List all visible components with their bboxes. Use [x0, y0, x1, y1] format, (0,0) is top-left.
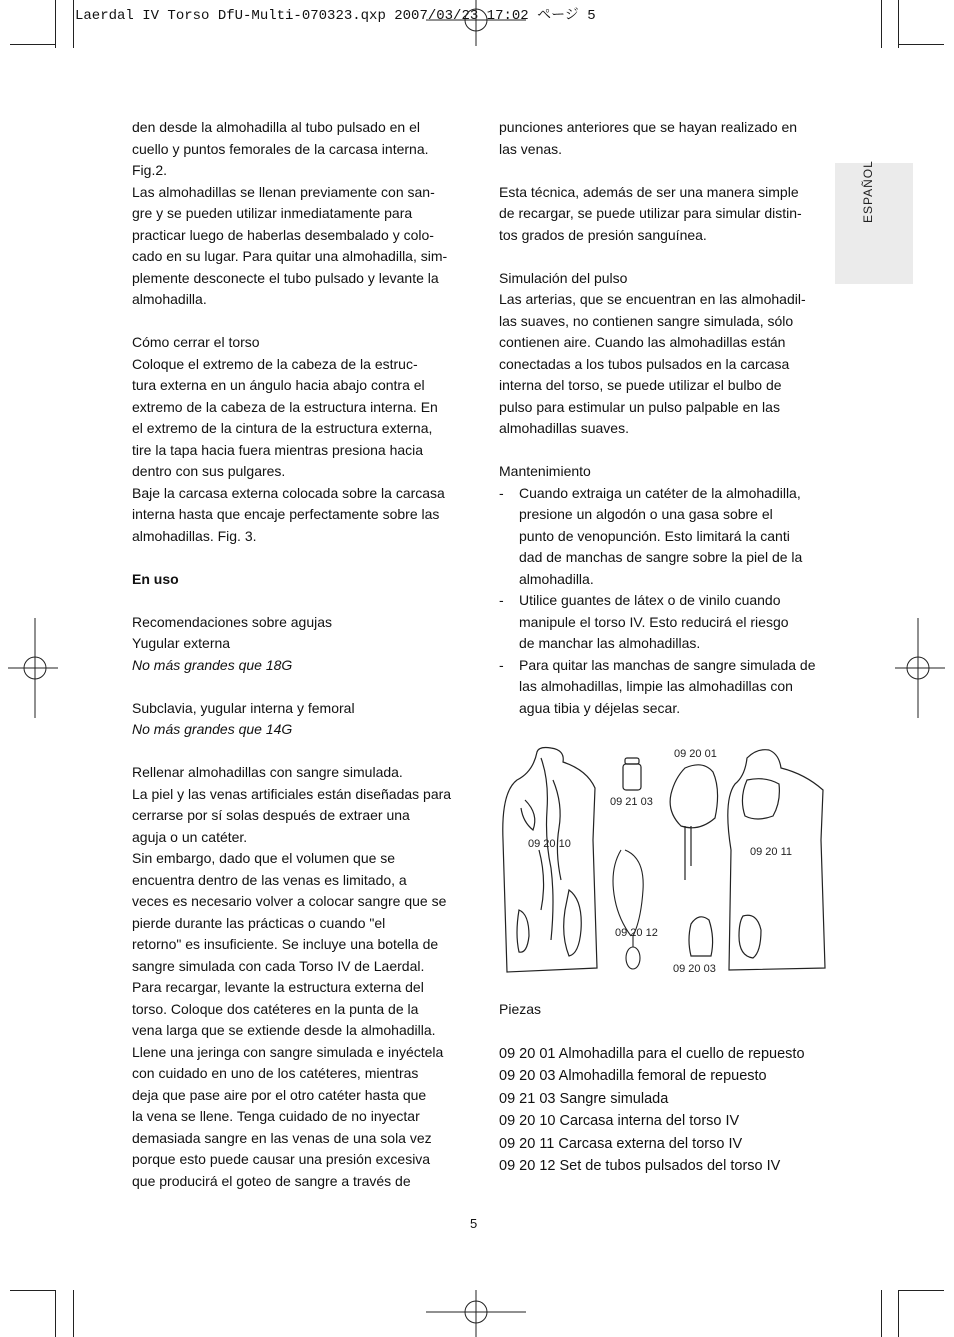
- text-line: Llene una jeringa con sangre simulada e inyéctela: [132, 1043, 444, 1060]
- text-line: Para recargar, levante la estructura externa del: [132, 979, 424, 995]
- bullet-dash: -: [499, 484, 504, 501]
- text-line: de recargar, se puede utilizar para simular distin-: [499, 205, 802, 221]
- list-item: 09 20 03 Almohadilla femoral de repuesto: [499, 1068, 767, 1084]
- text-line: pierde durante las prácticas o cuando "el: [132, 914, 386, 931]
- inner-torso-shell-drawing: [503, 748, 597, 973]
- registration-mark-top: [426, 0, 526, 48]
- list-item: 09 20 11 Carcasa externa del torso IV: [499, 1135, 743, 1152]
- text-line: aguja o un catéter.: [132, 828, 248, 845]
- text-line: que producirá el goteo de sangre a través de: [132, 1172, 411, 1189]
- neck-pad-drawing: [670, 765, 717, 880]
- text-line: Las almohadillas se llenan previamente con san-: [132, 183, 435, 200]
- language-tab: [835, 160, 913, 284]
- figure-label-092011: 09 20 11: [750, 846, 793, 858]
- text-line: almohadilla.: [132, 291, 207, 307]
- section-heading-pulse: Simulación del pulso: [499, 269, 628, 286]
- page-number: 5: [470, 1216, 478, 1231]
- text-line: torso. Coloque dos catéteres en la punta de la: [132, 1000, 419, 1017]
- text-line: den desde la almohadilla al tubo pulsado en el: [132, 119, 420, 135]
- text-line: las venas.: [499, 140, 563, 157]
- text-line: porque esto puede causar una presión excesiva: [132, 1151, 431, 1167]
- outer-torso-shell-drawing: [728, 750, 825, 970]
- text-line: manipule el torso IV. Esto reducirá el riesgo: [519, 613, 789, 630]
- section-heading-close-torso: Cómo cerrar el torso: [132, 334, 260, 350]
- language-tab-label: ESPAÑOL: [861, 160, 875, 223]
- text-line: almohadilla.: [519, 570, 594, 587]
- text-line: dad de manchas de sangre sobre la piel de la: [519, 549, 803, 565]
- section-heading-fill-pads: Rellenar almohadillas con sangre simulada.: [132, 764, 403, 780]
- list-item: 09 20 12 Set de tubos pulsados del torso IV: [499, 1158, 781, 1174]
- figure-label-092012: 09 20 12: [615, 927, 658, 939]
- text-line: Para quitar las manchas de sangre simulada de: [519, 656, 816, 673]
- text-line: gre y se pueden utilizar inmediatamente para: [132, 205, 413, 221]
- section-heading-needles: Recomendaciones sobre agujas: [132, 613, 333, 630]
- text-line: las suaves, no contienen sangre simulada, sólo: [499, 312, 794, 329]
- text-line: tos grados de presión sanguínea.: [499, 226, 707, 243]
- text-line: plemente desconecte el tubo pulsado y levante la: [132, 269, 439, 286]
- text-line: Cuando extraiga un catéter de la almohadilla,: [519, 484, 801, 501]
- text-line: conectadas a los tubos pulsados en la carcasa: [499, 355, 790, 372]
- list-item: 09 20 01 Almohadilla para el cuello de repuesto: [499, 1045, 805, 1062]
- figure-label-092010: 09 20 10: [528, 838, 571, 850]
- list-item: [499, 655, 829, 720]
- text-line: La piel y las venas artificiales están diseñadas para: [132, 785, 452, 802]
- text-line: Coloque el extremo de la cabeza de la estruc-: [132, 355, 418, 372]
- text-line: Sin embargo, dado que el volumen que se: [132, 850, 396, 866]
- figure-label-092103: 09 21 03: [610, 796, 653, 808]
- bullet-dash: -: [499, 656, 504, 673]
- text-line: cado en su lugar. Para quitar una almohadilla, sim-: [132, 248, 448, 264]
- text-line: agua tibia y déjelas secar.: [519, 699, 681, 716]
- text-line: almohadillas. Fig. 3.: [132, 527, 257, 544]
- text-line: cerrarse por sí solas después de extraer una: [132, 807, 410, 823]
- left-column: [132, 117, 462, 1192]
- text-line: punto de venopunción. Esto limitará la canti: [519, 527, 790, 544]
- needle-size-note: No más grandes que 18G: [132, 656, 293, 673]
- figure-label-092001: 09 20 01: [674, 748, 717, 760]
- text-line: retorno" es insuficiente. Se incluye una botella de: [132, 936, 439, 952]
- parts-list: [499, 998, 805, 1178]
- text-line: presione un algodón o una gasa sobre el: [519, 506, 773, 522]
- pulse-tubing-set-drawing: [613, 850, 643, 969]
- simulated-blood-bottle-drawing: [623, 758, 641, 790]
- text-line: almohadillas suaves.: [499, 420, 629, 436]
- section-heading-maintenance: Mantenimiento: [499, 463, 591, 479]
- text-line: sangre simulada con cada Torso IV de Laerdal.: [132, 957, 425, 974]
- text-line: Esta técnica, además de ser una manera simple: [499, 183, 799, 200]
- text-line: demasiada sangre en las venas de una sola vez: [132, 1129, 432, 1146]
- text-line: tire la tapa hacia fuera mientras presiona hacia: [132, 441, 424, 458]
- text-line: de manchar las almohadillas.: [519, 635, 701, 651]
- registration-mark-left: [8, 618, 60, 718]
- text-line: Subclavia, yugular interna y femoral: [132, 699, 355, 716]
- text-line: interna hasta que encaje perfectamente sobre las: [132, 506, 440, 522]
- text-line: Fig.2.: [132, 162, 168, 178]
- femoral-pad-drawing: [689, 917, 713, 956]
- list-item: [499, 590, 829, 655]
- figure-label-092003: 09 20 03: [673, 963, 716, 975]
- text-line: la vena se llene. Tenga cuidado de no inyectar: [132, 1108, 420, 1124]
- text-line: tura externa en un ángulo hacia abajo contra el: [132, 377, 425, 393]
- text-line: encuentra dentro de las venas es limitado, a: [132, 871, 407, 888]
- print-slug-header: Laerdal IV Torso DfU-Multi-070323.qxp 2007/03/23 17:02 ページ 5: [75, 8, 596, 24]
- text-line: punciones anteriores que se hayan realizado en: [499, 119, 798, 135]
- text-line: las almohadillas, limpie las almohadillas con: [519, 678, 793, 694]
- text-line: el extremo de la cintura de la estructura externa,: [132, 420, 433, 436]
- parts-illustration: [499, 740, 829, 980]
- list-item: 09 21 03 Sangre simulada: [499, 1090, 669, 1107]
- text-line: vena larga que se extiende desde la almohadilla.: [132, 1022, 436, 1038]
- list-item: 09 20 10 Carcasa interna del torso IV: [499, 1113, 740, 1129]
- text-line: interna del torso, se puede utilizar el bulbo de: [499, 377, 782, 393]
- bullet-dash: -: [499, 592, 504, 608]
- list-item: [499, 483, 829, 591]
- text-line: Yugular externa: [132, 635, 231, 651]
- text-line: Baje la carcasa externa colocada sobre la carcasa: [132, 484, 445, 501]
- text-line: veces es necesario volver a colocar sangre que se: [132, 893, 447, 909]
- registration-mark-bottom: [426, 1290, 526, 1337]
- text-line: pulso para estimular un pulso palpable en las: [499, 398, 780, 415]
- text-line: practicar luego de haberlas desembalado y colo-: [132, 226, 434, 243]
- section-heading-in-use: En uso: [132, 570, 179, 587]
- text-line: deja que pase aire por el otro catéter hasta que: [132, 1086, 427, 1103]
- text-line: Utilice guantes de látex o de vinilo cuando: [519, 592, 781, 608]
- right-column: [499, 117, 829, 719]
- text-line: contienen aire. Cuando las almohadillas están: [499, 334, 786, 350]
- text-line: Las arterias, que se encuentran en las almohadil-: [499, 291, 806, 307]
- text-line: cuello y puntos femorales de la carcasa interna.: [132, 140, 429, 157]
- text-line: dentro con sus pulgares.: [132, 463, 286, 479]
- text-line: extremo de la cabeza de la estructura interna. En: [132, 398, 438, 415]
- registration-mark-right: [893, 618, 945, 718]
- needle-size-note: No más grandes que 14G: [132, 721, 293, 737]
- section-heading-parts: Piezas: [499, 1001, 542, 1017]
- text-line: con cuidado en uno de los catéteres, mientras: [132, 1065, 419, 1081]
